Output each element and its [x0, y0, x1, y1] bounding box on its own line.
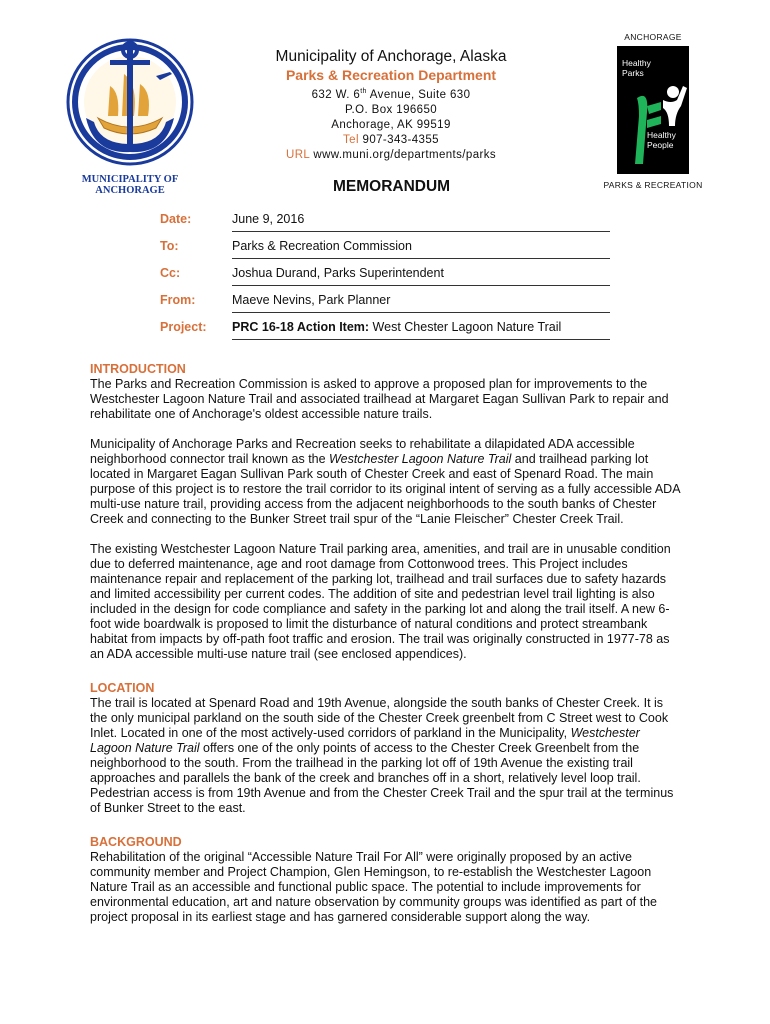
cc-value: Joshua Durand, Parks Superintendent [232, 266, 610, 286]
introduction-heading: INTRODUCTION [90, 362, 186, 376]
project-value [232, 320, 610, 340]
memo-body [90, 362, 682, 944]
project-label: Project: [160, 320, 207, 334]
cc-label: Cc: [160, 266, 181, 280]
hphp-text2-line1: Healthy [647, 130, 676, 140]
background-heading: BACKGROUND [90, 835, 182, 849]
letterhead-dept: Parks & Recreation Department [285, 67, 497, 83]
seal-emblem-icon [64, 36, 196, 168]
url-value: www.muni.org/departments/parks [309, 148, 497, 161]
memo-row-from [160, 291, 610, 318]
seal-caption-line2: ANCHORAGE [95, 185, 165, 196]
seal-caption-line1: MUNICIPALITY OF [81, 174, 179, 185]
location-p-em: Westchester Lagoon Nature Trail [90, 726, 640, 755]
section-introduction [90, 362, 682, 662]
date-value: June 9, 2016 [232, 212, 610, 232]
from-value: Maeve Nevins, Park Planner [232, 293, 610, 313]
letterhead [248, 48, 534, 163]
location-heading: LOCATION [90, 681, 155, 695]
date-label: Date: [160, 212, 192, 226]
letterhead-address [248, 84, 534, 103]
address-sup: th [360, 88, 367, 95]
memo-row-project [160, 318, 610, 345]
address-post: Avenue, Suite 630 [366, 88, 471, 101]
introduction-paragraph-2 [90, 437, 682, 527]
intro-p2-b: and trailhead parking lot located in Margaret Eagan Sullivan Park south of Chester Creek and east of Spenard Road. The main purpose of this project is to restore the trail corridor to its original intent of serving as a fully accessible ADA multi-use nature trail, providing access from the adjacent neighborhoods to the south banks of Chester Creek and connecting to the Bunker Street trail spur of the “Lanie Fleischer” Chester Creek Trail. [90, 452, 680, 526]
introduction-paragraph-3: The existing Westchester Lagoon Nature Trail parking area, amenities, and trail are in unusable condition due to deferred maintenance, age and root damage from Cottonwood trees. This Project includes maintenance repair and replacement of the parking lot, trailhead and trail surfaces due to safety hazards and limited accessibility per current codes. The addition of site and pedestrian level trail lighting is also included in the design for code compliance and safety in the parking lot and along the trail itself. A new 6-foot wide boardwalk is proposed to limit the disturbance of natural conditions and protect streambank habitat from impacts by off-path foot traffic and erosion. The trail was originally constructed in 1977-78 as an ADA accessible multi-use nature trail (see enclosed appendices). [90, 542, 671, 661]
section-location [90, 681, 682, 816]
letterhead-tel [248, 133, 534, 148]
introduction-paragraph-1: The Parks and Recreation Commission is asked to approve a proposed plan for improvements to the Westchester Lagoon Nature Trail and associated trailhead at Margaret Eagan Sullivan Park to repair and rehabilitate one of Anchorage's oldest accessible nature trails. [90, 377, 669, 421]
intro-p2-em: Westchester Lagoon Nature Trail [329, 452, 512, 466]
hphp-text1-line2: Parks [622, 68, 644, 78]
address-pre: 632 W. 6 [311, 88, 361, 101]
letterhead-url [248, 148, 534, 163]
hphp-top-text: ANCHORAGE [624, 32, 682, 42]
project-action-item: PRC 16-18 Action Item: [232, 320, 370, 334]
location-paragraph [90, 696, 682, 816]
hphp-black-box [617, 46, 689, 174]
url-label: URL [285, 148, 310, 161]
healthy-parks-logo [598, 32, 708, 190]
section-background [90, 835, 682, 925]
location-p-b: offers one of the only points of access to the Chester Creek Greenbelt from the neighborhood to the south. From the trailhead in the parking lot off of 19th Avenue the existing trail approaches and parallels the bank of the creek and branches off in a short, relatively level loop trail. Pedestrian access is from 19th Avenue and from the Chester Creek Trail and the spur trail at the terminus of Bunker Street to the east. [90, 741, 674, 815]
project-name: West Chester Lagoon Nature Trail [369, 320, 562, 334]
intro-p2-a: Municipality of Anchorage Parks and Recreation seeks to rehabilitate a dilapidated ADA accessible neighborhood connector trail known as the [90, 437, 635, 466]
hphp-figure-icon [617, 46, 689, 174]
municipality-seal [64, 36, 196, 196]
memo-row-to [160, 237, 610, 264]
background-paragraph: Rehabilitation of the original “Accessible Nature Trail For All” were originally proposed by an active community member and Project Champion, Glen Hemingson, to re-establish the Westchester Lagoon Nature Trail as an accessible and functional public space. The potential to include improvements for environmental education, art and nature observation by community groups was identified as part of the project proposal in its earliest stage and has garnered considerable support along the way. [90, 850, 657, 924]
hphp-text1-line1: Healthy [622, 58, 651, 68]
memo-row-cc [160, 264, 610, 291]
letterhead-city: Municipality of Anchorage, Alaska [275, 48, 507, 65]
to-value: Parks & Recreation Commission [232, 239, 610, 259]
to-label: To: [160, 239, 179, 253]
hphp-bottom-text: PARKS & RECREATION [603, 180, 703, 190]
tel-label: Tel [343, 133, 359, 146]
tel-value: 907-343-4355 [358, 133, 439, 146]
letterhead-po-box: P.O. Box 196650 [344, 103, 438, 116]
location-p-a: The trail is located at Spenard Road and 19th Avenue, alongside the south banks of Chester Creek. It is the only municipal parkland on the south side of the Chester Creek greenbelt from C Street west to Cook Inlet. Located in one of the most actively-used corridors of parkland in the Municipality, [90, 696, 669, 740]
hphp-text2-line2: People [647, 140, 674, 150]
memo-title: MEMORANDUM [333, 178, 451, 195]
from-label: From: [160, 293, 196, 307]
memo-header-fields [160, 210, 610, 345]
letterhead-city-state: Anchorage, AK 99519 [331, 118, 451, 131]
hphp-healthy-people-text [647, 130, 676, 150]
memo-row-date [160, 210, 610, 237]
